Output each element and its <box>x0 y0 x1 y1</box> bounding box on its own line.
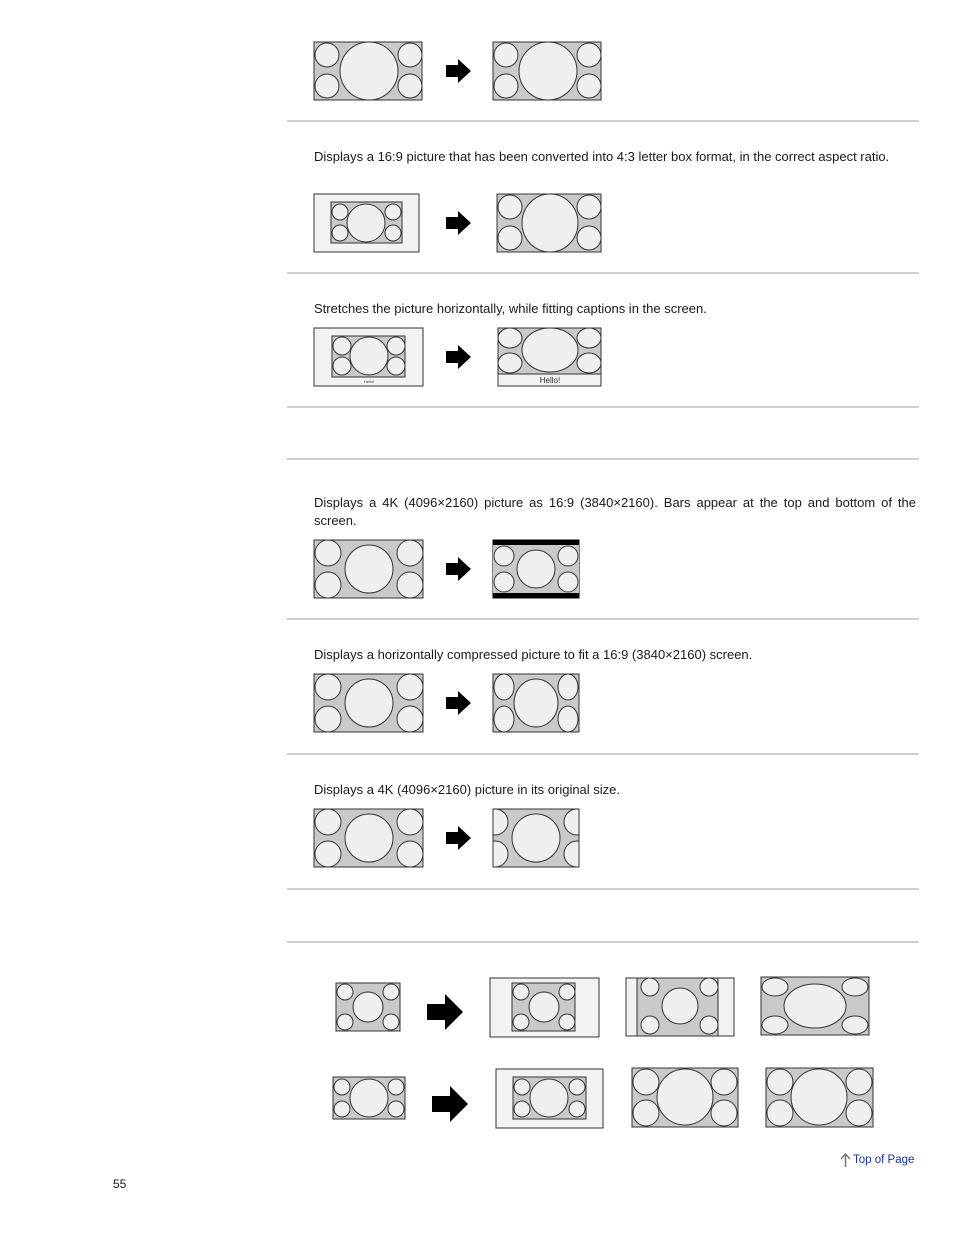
right-arrow-icon <box>446 826 471 850</box>
result-picture <box>482 809 590 867</box>
example-figure-7 <box>312 807 604 871</box>
result-picture <box>493 540 579 598</box>
example-figure-3 <box>312 326 604 390</box>
section-divider <box>287 120 919 122</box>
row2-result-1 <box>496 1069 603 1128</box>
top-of-page-link[interactable] <box>840 1153 914 1167</box>
row2-source-picture <box>333 1077 405 1119</box>
source-caption: Hello! <box>363 379 375 384</box>
right-arrow-icon <box>432 1086 468 1122</box>
conversion-grid <box>330 974 880 1134</box>
right-arrow-icon <box>427 994 463 1030</box>
source-picture <box>314 540 423 598</box>
source-picture <box>314 42 422 100</box>
page-number: 55 <box>113 1177 127 1191</box>
section-divider <box>287 618 919 620</box>
result-picture <box>493 674 579 732</box>
section-description: Displays a 4K (4096×2160) picture in its original size. <box>314 782 621 797</box>
example-figure-6 <box>312 672 604 736</box>
right-arrow-icon <box>446 691 471 715</box>
source-picture <box>314 328 423 386</box>
result-picture <box>497 194 601 252</box>
section-divider <box>287 406 919 408</box>
result-picture <box>493 42 601 100</box>
right-arrow-icon <box>446 59 471 83</box>
section-divider <box>287 272 919 274</box>
row1-result-1 <box>490 978 599 1037</box>
right-arrow-icon <box>446 557 471 581</box>
source-picture <box>314 674 423 732</box>
row2-result-2 <box>632 1068 738 1127</box>
source-picture <box>314 194 419 252</box>
section-description: Displays a 16:9 picture that has been converted into 4:3 letter box format, in the correct aspect ratio. <box>314 149 890 164</box>
right-arrow-icon <box>446 211 471 235</box>
row1-result-2 <box>626 978 734 1036</box>
up-arrow-icon <box>840 1153 851 1167</box>
section-description: Stretches the picture horizontally, while fitting captions in the screen. <box>314 301 707 316</box>
top-of-page-label: Top of Page <box>853 1154 915 1166</box>
section-divider <box>287 753 919 755</box>
result-caption: Hello! <box>539 376 561 385</box>
section-divider <box>287 888 919 890</box>
example-figure-1 <box>312 40 604 104</box>
section-description: Displays a 4K (4096×2160) picture as 16:9 (3840×2160). Bars appear at the top and bottom of the screen. <box>314 495 916 528</box>
example-figure-5 <box>312 538 604 602</box>
section-description: Displays a horizontally compressed picture to fit a 16:9 (3840×2160) screen. <box>314 647 753 662</box>
source-picture <box>314 809 423 867</box>
result-picture <box>498 328 601 386</box>
row1-result-3 <box>761 977 869 1035</box>
row1-source-picture <box>336 983 400 1031</box>
row2-result-3 <box>766 1068 873 1127</box>
example-figure-2 <box>312 192 604 256</box>
right-arrow-icon <box>446 345 471 369</box>
section-divider <box>287 458 919 460</box>
section-divider <box>287 941 919 943</box>
